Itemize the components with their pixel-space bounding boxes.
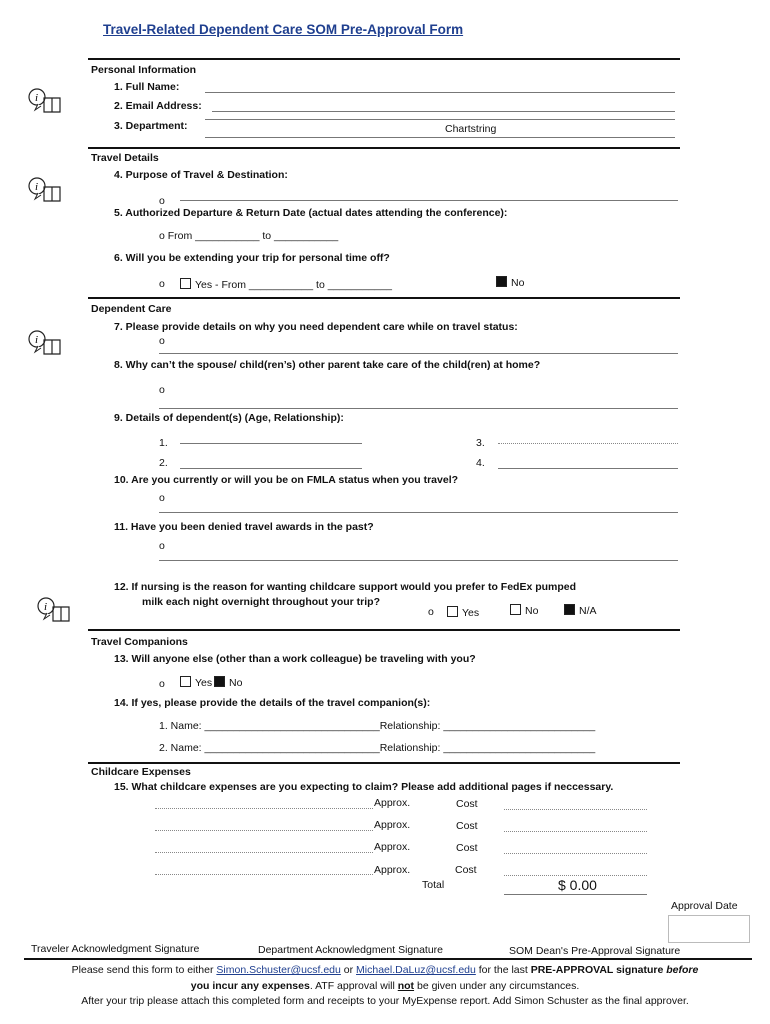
cost-label: Cost xyxy=(456,798,478,810)
question-expenses: 15. What childcare expenses are you expecting to claim? Please add additional pages if neccessary. xyxy=(114,781,614,793)
info-book-icon xyxy=(33,595,73,625)
footer-text: . ATF approval will xyxy=(309,980,398,992)
bullet: o xyxy=(159,492,165,504)
bullet: o xyxy=(159,678,165,690)
section-heading-dependent: Dependent Care xyxy=(91,303,172,315)
footer-text: be given under any circumstances. xyxy=(414,980,580,992)
dependent-care-reason-field[interactable] xyxy=(159,353,678,354)
bullet: o xyxy=(159,335,165,347)
svg-text:i: i xyxy=(35,92,39,104)
question-companion: 13. Will anyone else (other than a work colleague) be traveling with you? xyxy=(114,653,476,665)
total-field xyxy=(504,894,647,895)
approx-label: Approx. xyxy=(374,819,411,831)
footer-line-1 xyxy=(0,964,770,976)
checkbox-checked[interactable] xyxy=(214,676,225,687)
checkbox-checked[interactable] xyxy=(564,604,575,615)
email-label: 2. Email Address: xyxy=(114,100,202,112)
chartstring-field[interactable] xyxy=(205,137,675,138)
question-dates: 5. Authorized Departure & Return Date (actual dates attending the conference): xyxy=(114,207,508,219)
dependent-1-label: 1. xyxy=(159,437,168,449)
form-title: Travel-Related Dependent Care SOM Pre-Approval Form xyxy=(103,22,464,37)
email-link-simon[interactable]: Simon.Schuster@ucsf.edu xyxy=(216,964,341,976)
checkbox[interactable] xyxy=(180,278,191,289)
denied-awards-field[interactable] xyxy=(159,560,678,561)
question-fmla: 10. Are you currently or will you be on FMLA status when you travel? xyxy=(114,474,459,486)
approval-date-label: Approval Date xyxy=(671,900,738,912)
section-heading-travel: Travel Details xyxy=(91,152,159,164)
footer-bold: PRE-APPROVAL signature xyxy=(530,964,667,976)
extend-yes-label: Yes - From ___________ to ___________ xyxy=(195,279,392,291)
cost-3-field[interactable] xyxy=(504,853,647,854)
companion-no-label: No xyxy=(229,677,243,689)
extend-no-option[interactable] xyxy=(496,276,524,289)
question-nursing-line2: milk each night overnight throughout your trip? xyxy=(142,596,380,608)
bullet: o xyxy=(159,384,165,396)
section-divider xyxy=(88,629,680,631)
other-parent-field[interactable] xyxy=(159,408,678,409)
companion-yes-option[interactable] xyxy=(180,676,212,689)
section-divider xyxy=(88,58,680,60)
checkbox[interactable] xyxy=(447,606,458,617)
nursing-na-label: N/A xyxy=(579,605,597,617)
footer-line-2 xyxy=(0,980,770,992)
email-link-michael[interactable]: Michael.DaLuz@ucsf.edu xyxy=(356,964,476,976)
companion-1-row[interactable]: 1. Name: ______________________________Relationship: __________________________ xyxy=(159,720,596,732)
expense-4-field[interactable] xyxy=(155,874,373,875)
department-signature-label: Department Acknowledgment Signature xyxy=(258,944,444,956)
info-book-icon xyxy=(24,175,64,205)
traveler-signature-label: Traveler Acknowledgment Signature xyxy=(31,943,200,955)
companion-2-row[interactable]: 2. Name: ______________________________Relationship: __________________________ xyxy=(159,742,596,754)
footer-text: for the last xyxy=(475,964,531,976)
cost-2-field[interactable] xyxy=(504,831,647,832)
section-divider xyxy=(88,147,680,149)
total-value: $ 0.00 xyxy=(558,877,597,893)
nursing-na-option[interactable] xyxy=(564,604,597,617)
nursing-yes-label: Yes xyxy=(462,607,480,619)
expense-1-field[interactable] xyxy=(155,808,373,809)
cost-1-field[interactable] xyxy=(504,809,647,810)
signature-divider xyxy=(24,958,752,960)
cost-label: Cost xyxy=(456,820,478,832)
svg-text:i: i xyxy=(35,334,39,346)
footer-bold-italic: before xyxy=(666,964,699,976)
bullet: o xyxy=(159,278,165,290)
nursing-no-label: No xyxy=(525,605,539,617)
approx-label: Approx. xyxy=(374,864,411,876)
footer-bold-underline: not xyxy=(397,980,415,992)
question-extend-trip: 6. Will you be extending your trip for personal time off? xyxy=(114,252,390,264)
approx-label: Approx. xyxy=(374,841,411,853)
fmla-field[interactable] xyxy=(159,512,678,513)
question-companion-details: 14. If yes, please provide the details of the travel companion(s): xyxy=(114,697,431,709)
footer-bold: you incur any expenses xyxy=(190,980,310,992)
cost-label: Cost xyxy=(456,842,478,854)
section-heading-expenses: Childcare Expenses xyxy=(91,766,191,778)
bullet: o xyxy=(159,540,165,552)
dates-answer[interactable]: o From ___________ to ___________ xyxy=(159,230,339,242)
section-heading-companions: Travel Companions xyxy=(91,636,188,648)
bullet: o xyxy=(159,195,165,207)
expense-3-field[interactable] xyxy=(155,852,373,853)
question-denied-awards: 11. Have you been denied travel awards in the past? xyxy=(114,521,374,533)
info-book-icon xyxy=(24,86,64,116)
full-name-field[interactable] xyxy=(205,92,675,93)
svg-text:i: i xyxy=(35,181,39,193)
checkbox[interactable] xyxy=(180,676,191,687)
section-divider xyxy=(88,297,680,299)
question-dependent-care-reason: 7. Please provide details on why you need dependent care while on travel status: xyxy=(114,321,518,333)
total-label: Total xyxy=(422,879,445,891)
expense-2-field[interactable] xyxy=(155,830,373,831)
section-divider xyxy=(88,762,680,764)
checkbox-checked[interactable] xyxy=(496,276,507,287)
companion-no-option[interactable] xyxy=(214,676,242,689)
dependent-2-label: 2. xyxy=(159,457,168,469)
svg-text:i: i xyxy=(44,601,48,613)
footer-text: Please send this form to either xyxy=(71,964,217,976)
extend-yes-option[interactable] xyxy=(180,278,392,291)
nursing-no-option[interactable] xyxy=(510,604,538,617)
question-dependent-details: 9. Details of dependent(s) (Age, Relationship): xyxy=(114,412,344,424)
purpose-field[interactable] xyxy=(180,200,678,201)
cost-label: Cost xyxy=(455,864,477,876)
question-nursing-line1: 12. If nursing is the reason for wanting childcare support would you prefer to FedEx pumped xyxy=(114,581,577,593)
dean-signature-label: SOM Dean's Pre-Approval Signature xyxy=(509,945,681,957)
question-purpose: 4. Purpose of Travel & Destination: xyxy=(114,169,288,181)
question-other-parent: 8. Why can’t the spouse/ child(ren’s) other parent take care of the child(ren) at home? xyxy=(114,359,541,371)
department-value: Chartstring xyxy=(445,123,497,135)
info-book-icon xyxy=(24,328,64,358)
dependent-1-field[interactable] xyxy=(180,443,362,444)
nursing-yes-option[interactable] xyxy=(447,606,479,619)
department-label: 3. Department: xyxy=(114,120,188,132)
extend-no-label: No xyxy=(511,277,525,289)
approval-date-field[interactable] xyxy=(668,915,750,943)
cost-4-field[interactable] xyxy=(504,875,647,876)
email-field[interactable] xyxy=(212,111,675,112)
checkbox[interactable] xyxy=(510,604,521,615)
department-field[interactable] xyxy=(205,119,675,120)
dependent-4-label: 4. xyxy=(476,457,485,469)
approx-label: Approx. xyxy=(374,797,411,809)
footer-text: or xyxy=(340,964,357,976)
companion-yes-label: Yes xyxy=(195,677,213,689)
bullet: o xyxy=(428,606,434,618)
dependent-3-field[interactable] xyxy=(498,443,678,444)
section-heading-personal: Personal Information xyxy=(91,64,197,76)
full-name-label: 1. Full Name: xyxy=(114,81,180,93)
dependent-4-field[interactable] xyxy=(498,468,678,469)
dependent-2-field[interactable] xyxy=(180,468,362,469)
dependent-3-label: 3. xyxy=(476,437,485,449)
footer-line-3: After your trip please attach this completed form and receipts to your MyExpense report. Add Simon Schuster as the final approver. xyxy=(81,995,689,1007)
